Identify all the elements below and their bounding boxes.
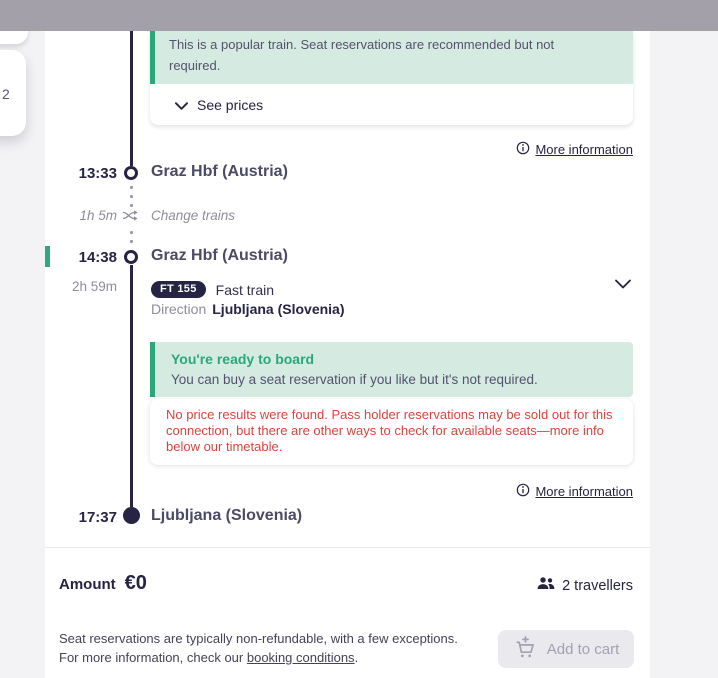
conditions-period: . bbox=[354, 650, 359, 665]
segment-departure-time: 14:38 bbox=[78, 249, 117, 266]
amount-row bbox=[59, 572, 147, 595]
timeline-line-top bbox=[130, 31, 133, 166]
journey-detail-panel bbox=[45, 31, 650, 678]
top-overlay-bar bbox=[0, 0, 718, 31]
timeline-stop-marker-2 bbox=[124, 250, 138, 264]
amount-label: Amount bbox=[59, 576, 116, 593]
arrival-time: 17:37 bbox=[78, 509, 117, 526]
see-prices-label: See prices bbox=[197, 96, 264, 113]
price-options-card bbox=[150, 31, 633, 125]
arrival-station: Ljubljana (Slovenia) bbox=[151, 507, 303, 524]
no-price-results-alert bbox=[150, 399, 633, 465]
no-price-results-text: No price results were found. Pass holder reservations may be sold out for this connection, but there are other ways to check for available seats—more info below our timetable. bbox=[166, 407, 613, 454]
chevron-down-icon bbox=[175, 97, 188, 113]
timeline-line-bottom bbox=[130, 265, 133, 507]
segment-duration: 2h 59m bbox=[71, 279, 117, 294]
booking-conditions-text bbox=[59, 629, 458, 667]
travellers-icon bbox=[537, 577, 555, 594]
train-direction-row bbox=[151, 301, 345, 317]
ready-to-board-title: You're ready to board bbox=[171, 351, 315, 367]
change-trains-label: Change trains bbox=[151, 208, 236, 223]
transfer-duration: 1h 5m bbox=[79, 208, 117, 223]
change-trains-icon bbox=[122, 208, 139, 228]
summary-divider bbox=[45, 547, 650, 548]
more-information-link[interactable] bbox=[516, 483, 633, 500]
popular-train-banner: This is a popular train. Seat reservations are recommended but not required. bbox=[150, 31, 633, 84]
direction-label: Direction bbox=[151, 301, 207, 317]
add-to-cart-button[interactable] bbox=[498, 630, 634, 668]
direction-station: Ljubljana (Slovenia) bbox=[212, 301, 345, 317]
see-prices-toggle[interactable] bbox=[150, 84, 633, 125]
train-type-label: Fast train bbox=[215, 281, 275, 298]
segment-departure-station: Graz Hbf (Austria) bbox=[151, 247, 288, 264]
more-information-link[interactable] bbox=[516, 141, 633, 158]
left-rail-card-number: 2 bbox=[2, 86, 10, 102]
train-number-badge: FT 155 bbox=[151, 281, 206, 298]
amount-value: €0 bbox=[124, 572, 147, 594]
conditions-line1: Seat reservations are typically non-refundable, with a few exceptions. bbox=[59, 631, 458, 646]
departure-station: Graz Hbf (Austria) bbox=[151, 163, 288, 180]
info-icon bbox=[516, 141, 530, 158]
departure-time: 13:33 bbox=[78, 165, 117, 182]
segment-expand-chevron-icon[interactable] bbox=[615, 276, 631, 294]
more-information-label: More information bbox=[535, 484, 633, 499]
cart-plus-icon bbox=[513, 635, 538, 664]
left-rail-card[interactable] bbox=[0, 50, 26, 136]
timeline-stop-marker-1 bbox=[124, 166, 138, 180]
ready-to-board-banner bbox=[150, 342, 633, 397]
travellers-label: 2 travellers bbox=[562, 577, 633, 594]
more-information-label: More information bbox=[535, 142, 633, 157]
timeline-destination-marker bbox=[123, 507, 140, 524]
ready-to-board-text: You can buy a seat reservation if you like but it's not required. bbox=[171, 372, 538, 387]
add-to-cart-label: Add to cart bbox=[546, 640, 620, 658]
travellers-count bbox=[537, 577, 633, 594]
booking-conditions-link[interactable]: booking conditions bbox=[246, 650, 355, 665]
info-icon bbox=[516, 483, 530, 500]
conditions-line2: For more information, check our bbox=[59, 650, 247, 665]
train-info-row bbox=[151, 281, 274, 298]
